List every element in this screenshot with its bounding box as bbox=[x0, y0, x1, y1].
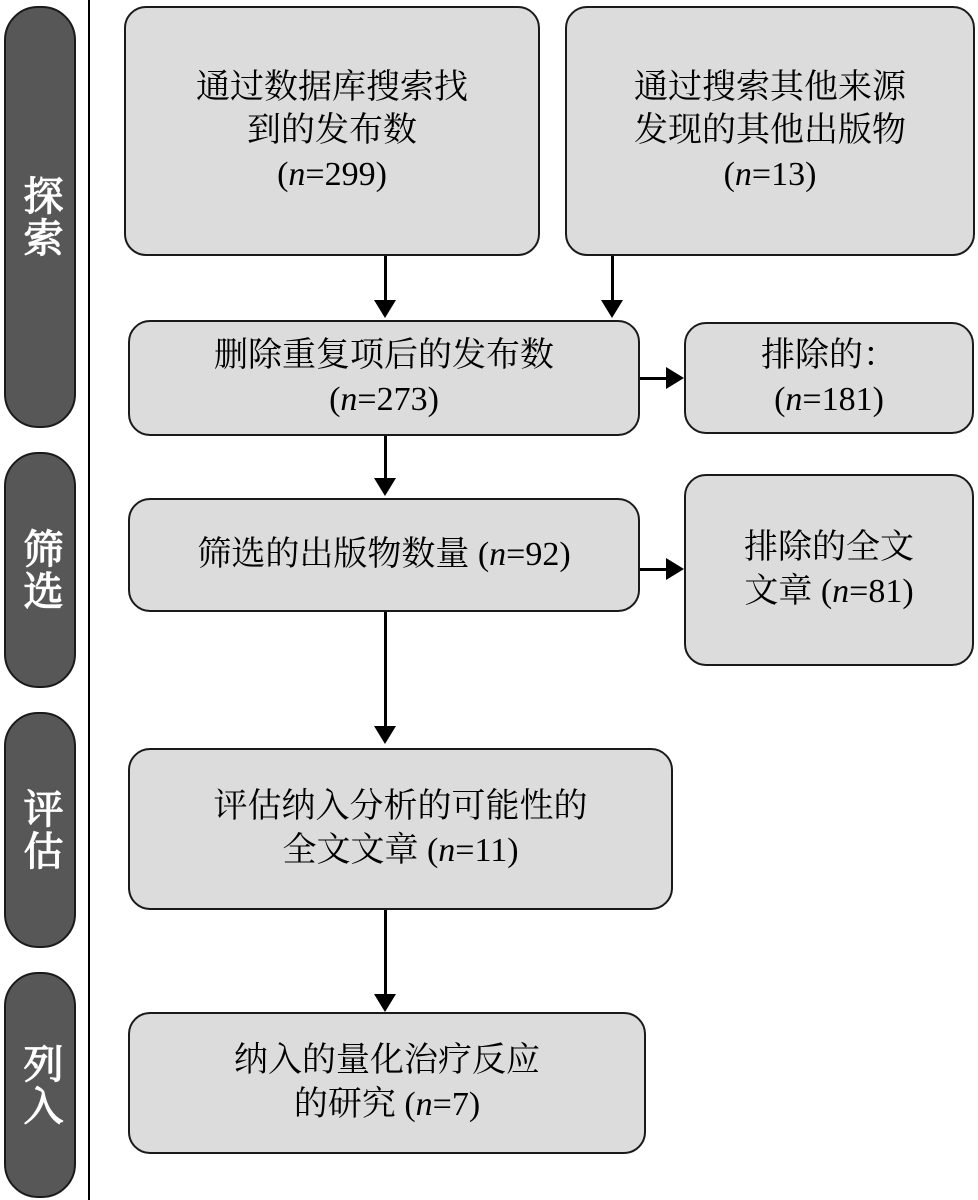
arrow-assessed-to-included bbox=[374, 994, 396, 1012]
rail-divider bbox=[88, 0, 90, 1200]
arrow-database-to-dupes bbox=[374, 300, 396, 318]
box-excluded2-line1: 排除的全文 bbox=[744, 529, 914, 567]
box-excluded2-count: =81) bbox=[849, 573, 914, 610]
box-included-line2: 的研究 ( bbox=[293, 1086, 416, 1123]
arrow-screened-to-assessed bbox=[374, 726, 396, 744]
stage-identification bbox=[4, 6, 76, 428]
connector-screened-to-excluded2 bbox=[640, 568, 668, 571]
stage-eligibility-label: 评估 bbox=[18, 788, 62, 872]
box-assessed-line1: 评估纳入分析的可能性的 bbox=[213, 788, 588, 826]
box-after-duplicates-removed bbox=[128, 320, 640, 436]
box-excluded-after-duplicates-text bbox=[761, 334, 897, 421]
box-excluded1-paren: ( bbox=[774, 381, 786, 418]
stage-included-label: 列入 bbox=[18, 1043, 62, 1127]
box-database-records bbox=[124, 6, 540, 256]
box-records-screened-line1: 筛选的出版物数量 ( bbox=[197, 536, 490, 574]
box-included-n: n bbox=[415, 1086, 433, 1123]
box-other-sources-line1: 通过搜索其他来源 bbox=[634, 68, 906, 106]
box-excluded1-line1: 排除的： bbox=[761, 337, 897, 375]
box-database-records-line1: 通过数据库搜索找 bbox=[196, 68, 468, 106]
box-database-records-line2: 到的发布数 bbox=[247, 112, 417, 150]
box-database-records-paren: ( bbox=[277, 155, 289, 193]
stage-eligibility bbox=[4, 712, 76, 948]
connector-database-to-dupes bbox=[384, 256, 387, 302]
box-assessed-n: n bbox=[438, 832, 456, 869]
stage-screening bbox=[4, 452, 76, 688]
arrow-other-to-dupes bbox=[601, 300, 623, 318]
box-after-duplicates-n: n bbox=[340, 381, 358, 418]
box-other-sources-records bbox=[565, 6, 975, 256]
box-full-text-excluded-text bbox=[744, 526, 914, 613]
box-full-text-assessed-text bbox=[214, 785, 588, 872]
stage-screening-label: 筛选 bbox=[18, 528, 62, 612]
stage-included bbox=[4, 972, 76, 1198]
box-excluded1-n: n bbox=[785, 381, 803, 418]
stage-identification-label: 探索 bbox=[18, 175, 62, 259]
box-after-duplicates-count: =273) bbox=[357, 381, 439, 418]
box-database-records-text bbox=[196, 66, 468, 197]
connector-assessed-to-included bbox=[384, 910, 387, 996]
connector-other-to-dupes bbox=[611, 256, 614, 302]
box-studies-included-text bbox=[234, 1039, 540, 1126]
box-full-text-excluded bbox=[684, 474, 974, 666]
arrow-screened-to-excluded2 bbox=[666, 558, 684, 580]
box-included-line1: 纳入的量化治疗反应 bbox=[234, 1042, 540, 1080]
box-other-sources-n: n bbox=[734, 155, 752, 193]
box-included-count: =7) bbox=[432, 1086, 481, 1123]
box-records-screened bbox=[128, 498, 640, 612]
box-excluded2-line2: 文章 ( bbox=[744, 573, 833, 610]
box-database-records-n: n bbox=[288, 155, 306, 193]
box-other-sources-paren: ( bbox=[723, 155, 735, 193]
box-assessed-count: =11) bbox=[455, 832, 519, 869]
box-assessed-line2: 全文文章 ( bbox=[282, 832, 439, 869]
box-excluded2-n: n bbox=[832, 573, 850, 610]
connector-dupes-to-screened bbox=[384, 436, 387, 480]
box-other-sources-records-text bbox=[634, 66, 906, 197]
box-excluded1-count: =181) bbox=[802, 381, 884, 418]
box-after-duplicates-line1: 删除重复项后的发布数 bbox=[214, 337, 554, 375]
arrow-dupes-to-screened bbox=[374, 478, 396, 496]
box-records-screened-text bbox=[197, 533, 570, 577]
box-studies-included bbox=[128, 1012, 646, 1154]
box-after-duplicates-text bbox=[214, 334, 554, 421]
connector-dupes-to-excluded1 bbox=[640, 377, 668, 380]
arrow-dupes-to-excluded1 bbox=[666, 367, 684, 389]
box-after-duplicates-paren: ( bbox=[329, 381, 341, 418]
box-full-text-assessed bbox=[128, 748, 673, 910]
box-records-screened-n: n bbox=[489, 536, 507, 574]
box-other-sources-line2: 发现的其他出版物 bbox=[634, 112, 906, 150]
connector-screened-to-assessed bbox=[384, 612, 387, 728]
box-excluded-after-duplicates bbox=[684, 322, 974, 434]
box-database-records-count: =299) bbox=[305, 155, 387, 193]
box-records-screened-count: =92) bbox=[506, 536, 571, 574]
box-other-sources-count: =13) bbox=[751, 155, 817, 193]
